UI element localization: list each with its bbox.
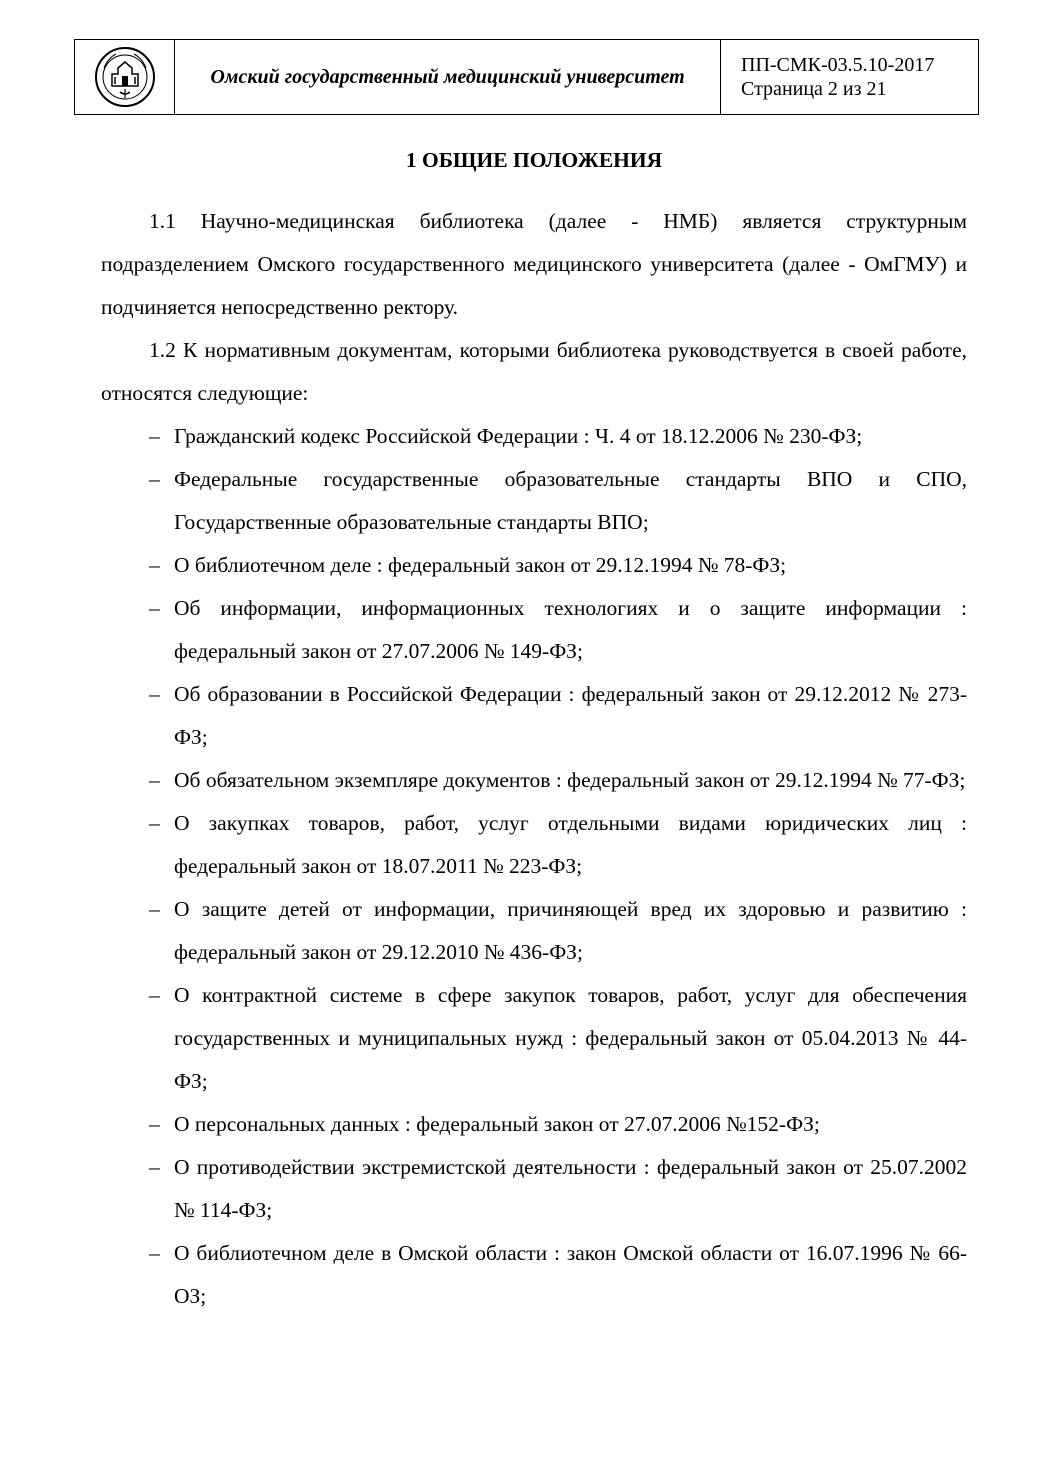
bullet-dash: – [149, 983, 160, 1007]
list-item-text: О библиотечном деле : федеральный закон от 29.12.1994 № 78-ФЗ; [174, 553, 787, 577]
list-item-text: О контрактной системе в сфере закупок товаров, работ, услуг для обеспечения государственных и муниципальных нужд : федеральный закон от 05.04.2013 № 44-ФЗ; [174, 983, 967, 1093]
list-item [101, 888, 967, 974]
document-code: ПП-СМК-03.5.10-2017 [741, 54, 935, 76]
bullet-dash: – [149, 467, 160, 491]
university-name: Омский государственный медицинский университет [175, 40, 721, 115]
bullet-dash: – [149, 424, 160, 448]
page-number: Страница 2 из 21 [741, 78, 887, 100]
bullet-dash: – [149, 768, 160, 792]
bullet-dash: – [149, 682, 160, 706]
list-item-text: О закупках товаров, работ, услуг отдельными видами юридических лиц : федеральный закон от 18.07.2011 № 223-ФЗ; [174, 811, 967, 878]
university-seal-icon [75, 46, 174, 108]
paragraph-1-2: 1.2 К нормативным документам, которыми библиотека руководствуется в своей работе, относятся следующие: [101, 338, 967, 405]
document-body [101, 139, 967, 1318]
list-item-text: О библиотечном деле в Омской области : закон Омской области от 16.07.1996 № 66-ОЗ; [174, 1241, 967, 1308]
bullet-dash: – [149, 897, 160, 921]
bullet-dash: – [149, 1155, 160, 1179]
logo-cell [75, 40, 175, 115]
list-item-text: О противодействии экстремистской деятельности : федеральный закон от 25.07.2002 № 114-ФЗ; [174, 1155, 967, 1222]
list-item [101, 1146, 967, 1232]
list-item [101, 1232, 967, 1318]
paragraph-1-1: 1.1 Научно-медицинская библиотека (далее - НМБ) является структурным подразделением Омского государственного медицинского университета (далее - ОмГМУ) и подчиняется непосредственно ректору. [101, 209, 967, 319]
list-item [101, 458, 967, 544]
list-item [101, 415, 967, 458]
list-item-text: Федеральные государственные образовательные стандарты ВПО и СПО, Государственные образовательные стандарты ВПО; [174, 467, 967, 534]
bullet-dash: – [149, 553, 160, 577]
bullet-dash: – [149, 1241, 160, 1265]
list-item-text: Об образовании в Российской Федерации : федеральный закон от 29.12.2012 № 273-ФЗ; [174, 682, 967, 749]
list-item [101, 1103, 967, 1146]
list-item [101, 587, 967, 673]
bullet-dash: – [149, 596, 160, 620]
section-title: 1 ОБЩИЕ ПОЛОЖЕНИЯ [405, 148, 663, 172]
list-item-text: Об обязательном экземпляре документов : федеральный закон от 29.12.1994 № 77-ФЗ; [174, 768, 966, 792]
bullet-dash: – [149, 1112, 160, 1136]
list-item [101, 759, 967, 802]
document-info [721, 40, 979, 115]
list-item [101, 544, 967, 587]
document-header [74, 39, 979, 115]
list-item-text: Об информации, информационных технологиях и о защите информации : федеральный закон от 27.07.2006 № 149-ФЗ; [174, 596, 967, 663]
list-item [101, 802, 967, 888]
list-item-text: Гражданский кодекс Российской Федерации : Ч. 4 от 18.12.2006 № 230-ФЗ; [174, 424, 863, 448]
normative-documents-list [101, 415, 967, 1318]
bullet-dash: – [149, 811, 160, 835]
list-item [101, 974, 967, 1103]
list-item-text: О персональных данных : федеральный закон от 27.07.2006 №152-ФЗ; [174, 1112, 820, 1136]
list-item [101, 673, 967, 759]
list-item-text: О защите детей от информации, причиняющей вред их здоровью и развитию : федеральный закон от 29.12.2010 № 436-ФЗ; [174, 897, 967, 964]
